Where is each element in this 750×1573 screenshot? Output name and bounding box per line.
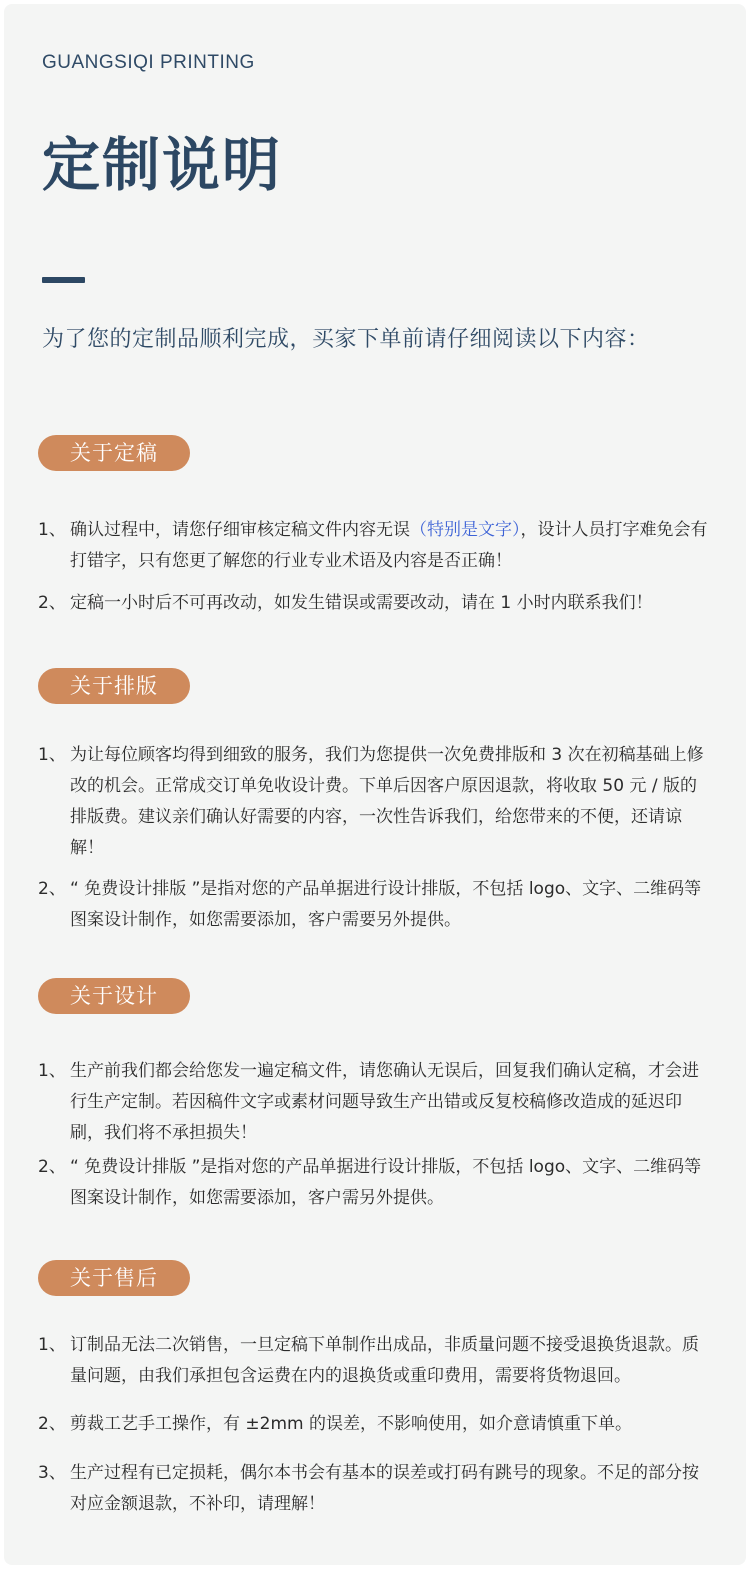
item-text: 生产前我们都会给您发一遍定稿文件，请您确认无误后，回复我们确认定稿，才会进行生产定制。若因稿件文字或素材问题导致生产出错或反复校稿修改造成的延迟印刷，我们将不承担损失！ bbox=[70, 1061, 699, 1143]
brand-name: GUANGSIQI PRINTING bbox=[42, 52, 255, 73]
item-text: “ 免费设计排版 ”是指对您的产品单据进行设计排版，不包括 logo、文字、二维码等图案设计制作，如您需要添加，客户需要另外提供。 bbox=[70, 879, 702, 930]
item-number: 1、 bbox=[38, 1335, 66, 1355]
page bbox=[4, 4, 746, 1565]
item-number: 1、 bbox=[38, 520, 66, 540]
section-heading: 关于设计 bbox=[38, 978, 190, 1014]
item-number: 2、 bbox=[38, 1414, 66, 1434]
page-title: 定制说明 bbox=[42, 131, 283, 199]
item-text: 订制品无法二次销售，一旦定稿下单制作出成品，非质量问题不接受退换货退款。质量问题，由我们承担包含运费在内的退换货或重印费用，需要将货物退回。 bbox=[70, 1335, 699, 1386]
item-number: 2、 bbox=[38, 593, 66, 613]
item-text: 剪裁工艺手工操作，有 ±2mm 的误差，不影响使用，如介意请慎重下单。 bbox=[70, 1414, 632, 1434]
item-number: 1、 bbox=[38, 1061, 66, 1081]
item-text: “ 免费设计排版 ”是指对您的产品单据进行设计排版，不包括 logo、文字、二维码等图案设计制作，如您需要添加，客户需另外提供。 bbox=[70, 1157, 702, 1208]
item-text: 为让每位顾客均得到细致的服务，我们为您提供一次免费排版和 3 次在初稿基础上修改的机会。正常成交订单免收设计费。下单后因客户原因退款，将收取 50 元 / 版的排版费。建议亲们确认好需要的内容，一次性告诉我们，给您带来的不便，还请谅解！ bbox=[70, 745, 704, 858]
item-text-part: 确认过程中，请您仔细审核定稿文件内容无误 bbox=[70, 520, 410, 540]
highlight-text: （特别是文字） bbox=[410, 520, 521, 540]
item-text: 定稿一小时后不可再改动，如发生错误或需要改动，请在 1 小时内联系我们！ bbox=[70, 593, 653, 613]
item-number: 1、 bbox=[38, 745, 66, 765]
item-text-part: ，设计人员打字难免会有打错字，只有您更了解您的行业专业术语及内容是否正确！ bbox=[70, 520, 708, 571]
intro-text: 为了您的定制品顺利完成，买家下单前请仔细阅读以下内容： bbox=[42, 327, 650, 352]
item-number: 2、 bbox=[38, 879, 66, 899]
section-heading: 关于定稿 bbox=[38, 435, 190, 471]
item-text bbox=[70, 515, 710, 577]
section-heading: 关于排版 bbox=[38, 668, 190, 704]
item-number: 3、 bbox=[38, 1463, 66, 1483]
item-number: 2、 bbox=[38, 1157, 66, 1177]
section-heading: 关于售后 bbox=[38, 1260, 190, 1296]
title-divider bbox=[42, 277, 85, 283]
item-text: 生产过程有已定损耗，偶尔本书会有基本的误差或打码有跳号的现象。不足的部分按对应金额退款，不补印，请理解！ bbox=[70, 1463, 699, 1514]
